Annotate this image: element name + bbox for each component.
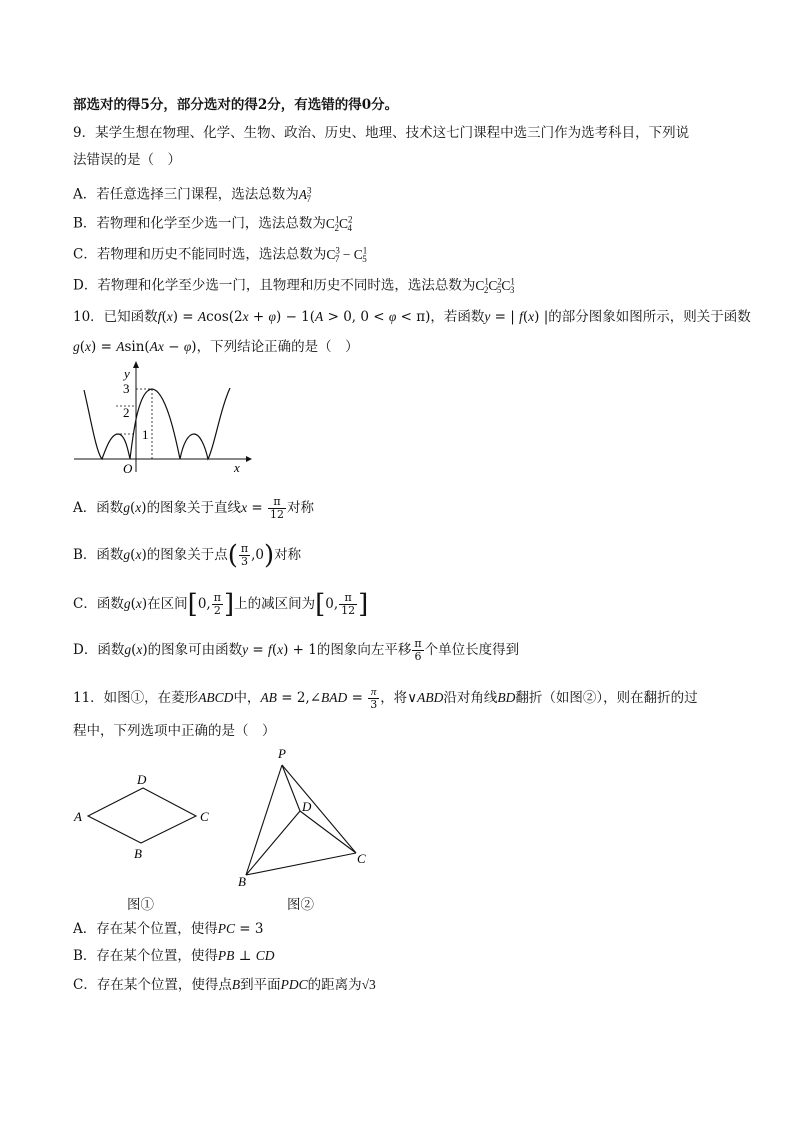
q9-stem-line2: 法错误的是（ ） [73, 152, 181, 168]
fig2-label-b: B [238, 874, 246, 889]
q9-stem-line1: 9．某学生想在物理、化学、生物、政治、历史、地理、技术这七门课程中选三门作为选考科目，下列说 [73, 125, 690, 141]
fig1-label-d: D [137, 772, 147, 787]
q10-option-d: D．函数g(x)的图象可由函数y = f(x) + 1的图象向左平移 $\frac{\pi}{6}$ 个单位长度得到 [73, 637, 520, 663]
fig2-label-d: D [302, 799, 312, 814]
fig1-label-b: B [134, 846, 142, 861]
fig1-label-c: C [200, 809, 209, 824]
tick-label-3: 3 [123, 381, 130, 396]
q11-option-a: A．存在某个位置，使得PC = 3 [73, 921, 264, 937]
fig2-label-c: C [357, 851, 366, 866]
q10-option-a: A．函数g(x)的图象关于直线x = $\frac{\pi}{12}$ 对称 [73, 495, 314, 521]
q9-option-c: C．若物理和历史不能同时选，选法总数为$C^3_7 - C^1_5$ [73, 245, 368, 265]
tick-label-1: 1 [142, 427, 149, 442]
q11-stem-line1: 11．如图①，在菱形ABCD中，AB = 2,∠BAD = $\frac{\pi}{3}$ ，将∨ABD沿对角线BD翻折（如图②），则在翻折的过 [73, 686, 698, 711]
rhombus-shape [88, 788, 196, 843]
q11-stem-line2: 程中，下列选项中正确的是（ ） [73, 723, 276, 739]
fig2-label-p: P [278, 746, 286, 761]
q11-figure-1-rhombus [70, 770, 220, 860]
fig1-label-a: A [74, 809, 82, 824]
q9-option-a: A．若任意选择三门课程，选法总数为$A^3_7$ [73, 185, 312, 205]
fig1-caption: 图① [127, 897, 154, 913]
q10-option-b: B．函数g(x)的图象关于点( $\frac{\pi}{3}$ ,0)对称 [73, 540, 302, 571]
y-axis-arrow-icon [133, 361, 139, 368]
abs-f-curve [84, 388, 230, 459]
q9-option-d: D．若物理和化学至少选一门，且物理和历史不同时选，选法总数为$C^1_2C^2_5C^1_3$ [73, 276, 515, 296]
q10-stem-line1: 10．已知函数f(x) = Acos(2x + φ) − 1(A > 0, 0 < φ < π)，若函数y = | f(x) |的部分图象如图所示，则关于函数 [73, 309, 751, 325]
scoring-note: 部选对的得5分，部分选对的得2分，有选错的得0分。 [73, 97, 399, 113]
q10-stem-line2: g(x) = Asin(Ax − φ)，下列结论正确的是（ ） [73, 339, 359, 355]
fig2-caption: 图② [287, 897, 314, 913]
x-axis-label: x [234, 460, 240, 475]
q11-figure-2-tetrahedron [230, 745, 380, 890]
q10-function-graph [70, 360, 260, 475]
origin-label: O [123, 461, 133, 476]
q11-option-b: B．存在某个位置，使得PB ⊥ CD [73, 948, 275, 964]
tick-label-2: 2 [123, 405, 130, 420]
y-axis-label: y [124, 366, 130, 381]
q10-option-c: C．函数g(x)在区间[0, $\frac{\pi}{2}$ ]上的减区间为[0, $\frac{\pi}{12}$ ] [73, 589, 369, 620]
x-axis-arrow-icon [246, 456, 252, 462]
q11-option-c: C．存在某个位置，使得点B到平面PDC的距离为√3 [73, 977, 376, 993]
q9-option-b: B．若物理和化学至少选一门，选法总数为$C^1_2C^2_4$ [73, 214, 353, 234]
